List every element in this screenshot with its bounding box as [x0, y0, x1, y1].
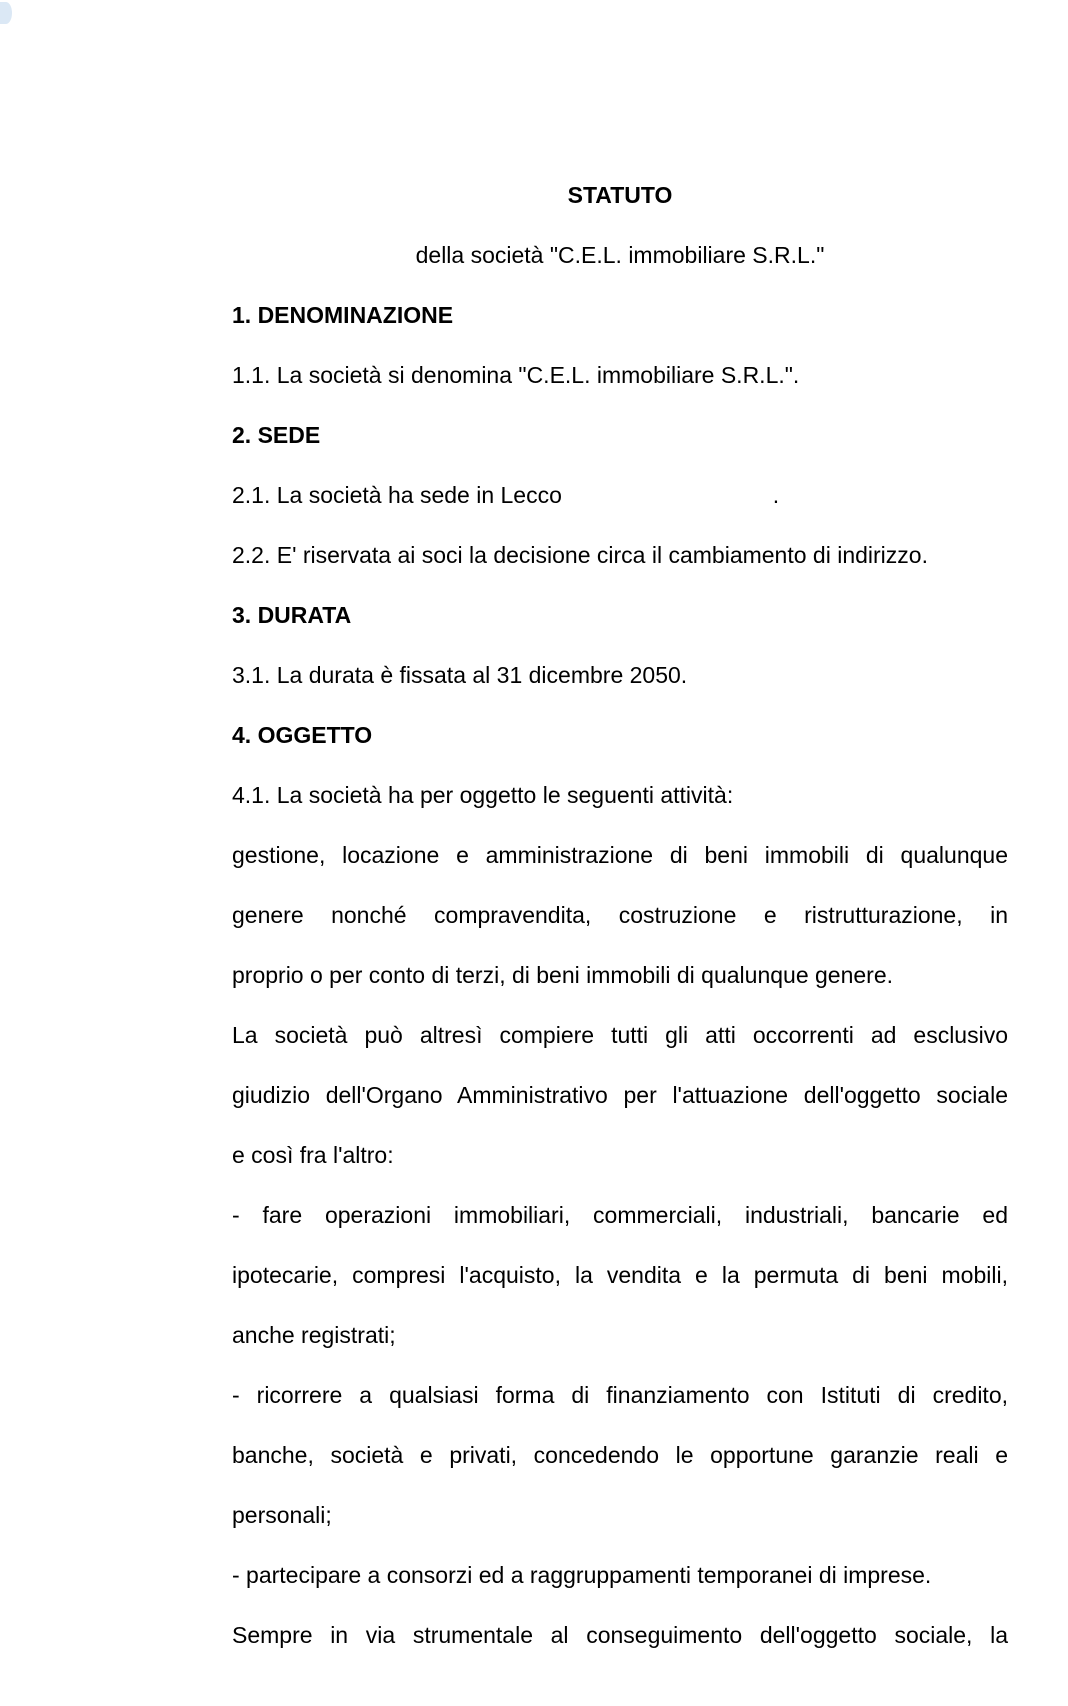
document-line: 3.1. La durata è fissata al 31 dicembre 2050. — [232, 662, 688, 688]
document-line: anche registrati; — [232, 1322, 396, 1348]
document-line: personali; — [232, 1502, 332, 1528]
document-line: e così fra l'altro: — [232, 1142, 394, 1168]
document-line: - ricorrere a qualsiasi forma di finanziamento con Istituti di credito, — [232, 1382, 1008, 1408]
section-heading: 4. OGGETTO — [232, 722, 373, 748]
document-line: - fare operazioni immobiliari, commerciali, industriali, bancarie ed — [232, 1202, 1008, 1228]
document-line: Sempre in via strumentale al conseguimento dell'oggetto sociale, la — [232, 1622, 1008, 1648]
document-line: banche, società e privati, concedendo le opportune garanzie reali e — [232, 1442, 1008, 1468]
document-line: giudizio dell'Organo Amministrativo per l'attuazione dell'oggetto sociale — [232, 1082, 1008, 1108]
document-line: La società può altresì compiere tutti gli atti occorrenti ad esclusivo — [232, 1022, 1008, 1048]
document-line: 2.1. La società ha sede in Lecco . — [232, 482, 780, 508]
section-heading: 2. SEDE — [232, 422, 321, 448]
document-line: 4.1. La società ha per oggetto le seguenti attività: — [232, 782, 734, 808]
document-content — [232, 165, 1008, 1665]
scan-artifact — [0, 2, 12, 24]
section-heading: 1. DENOMINAZIONE — [232, 302, 454, 328]
document-line: genere nonché compravendita, costruzione e ristrutturazione, in — [232, 902, 1008, 928]
document-line: 2.2. E' riservata ai soci la decisione circa il cambiamento di indirizzo. — [232, 542, 928, 568]
document-line: proprio o per conto di terzi, di beni immobili di qualunque genere. — [232, 962, 894, 988]
document-line: ipotecarie, compresi l'acquisto, la vendita e la permuta di beni mobili, — [232, 1262, 1008, 1288]
document-subtitle: della società "C.E.L. immobiliare S.R.L." — [415, 242, 825, 268]
document-line: gestione, locazione e amministrazione di beni immobili di qualunque — [232, 842, 1008, 868]
document-title: STATUTO — [567, 182, 673, 208]
document-line: 1.1. La società si denomina "C.E.L. immobiliare S.R.L.". — [232, 362, 800, 388]
section-heading: 3. DURATA — [232, 602, 352, 628]
document-line: - partecipare a consorzi ed a raggruppamenti temporanei di imprese. — [232, 1562, 932, 1588]
